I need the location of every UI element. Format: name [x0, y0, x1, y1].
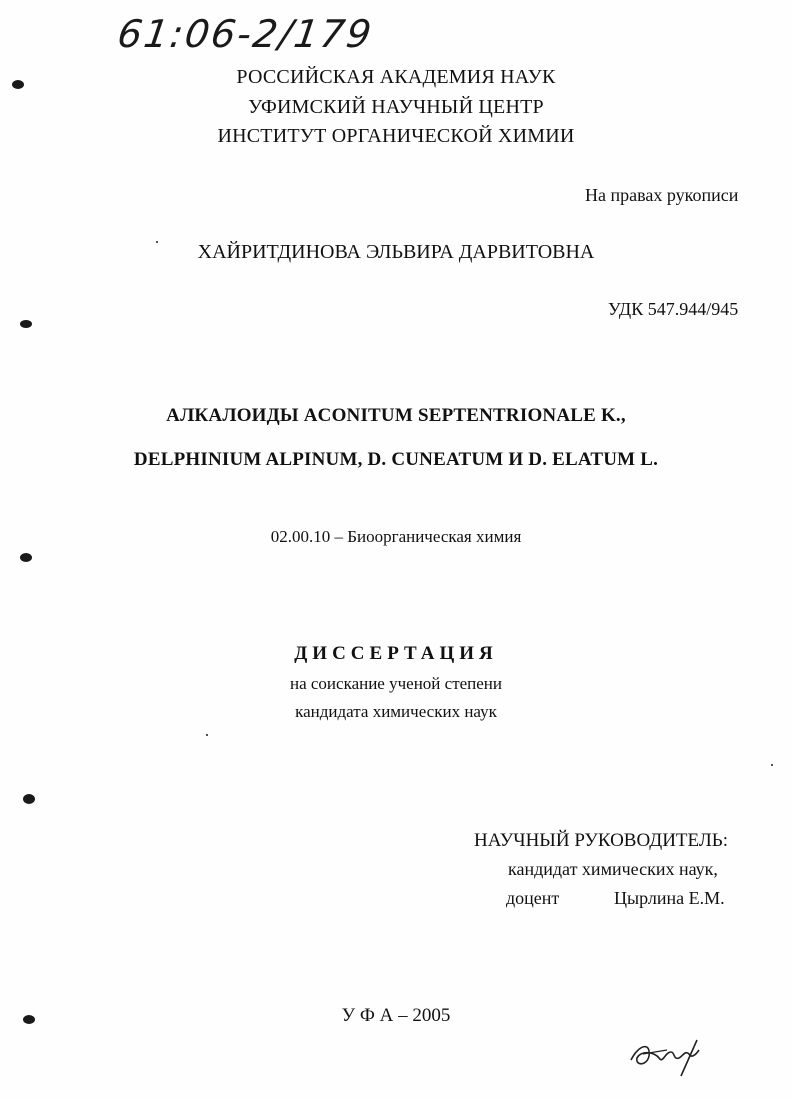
dissertation-title-line-1: АЛКАЛОИДЫ ACONITUM SEPTENTRIONALE K., [166, 405, 626, 426]
dissertation-label: ДИССЕРТАЦИЯ [294, 643, 498, 664]
scan-mark [771, 764, 773, 766]
institution-line-2: УФИМСКИЙ НАУЧНЫЙ ЦЕНТР [248, 96, 544, 118]
handwritten-archive-code: 61:06-2/179 [114, 12, 376, 56]
scan-mark [23, 794, 35, 804]
author-name: ХАЙРИТДИНОВА ЭЛЬВИРА ДАРВИТОВНА [197, 241, 595, 263]
udk-code: УДК 547.944/945 [608, 299, 739, 319]
supervisor-name: Цырлина Е.М. [614, 888, 725, 908]
supervisor-degree: кандидат химических наук, [508, 859, 718, 879]
supervisor-position: доцент [506, 888, 560, 908]
scan-mark [20, 320, 32, 328]
scan-mark [12, 80, 24, 89]
degree-line-2: кандидата химических наук [295, 702, 497, 721]
scan-mark [156, 241, 158, 243]
city-year: У Ф А – 2005 [341, 1005, 451, 1026]
scan-mark [23, 1015, 35, 1024]
degree-line-1: на соискание ученой степени [289, 674, 503, 693]
scan-mark [206, 734, 208, 736]
institution-line-1: РОССИЙСКАЯ АКАДЕМИЯ НАУК [236, 66, 556, 88]
dissertation-title-line-2: DELPHINIUM ALPINUM, D. CUNEATUM И D. ELATUM L. [133, 449, 659, 470]
manuscript-rights: На правах рукописи [585, 185, 739, 205]
supervisor-heading: НАУЧНЫЙ РУКОВОДИТЕЛЬ: [474, 830, 728, 851]
scan-mark [20, 553, 32, 562]
handwritten-signature [625, 1030, 715, 1080]
specialty-code: 02.00.10 – Биоорганическая химия [270, 527, 522, 546]
institution-line-3: ИНСТИТУТ ОРГАНИЧЕСКОЙ ХИМИИ [217, 125, 575, 147]
